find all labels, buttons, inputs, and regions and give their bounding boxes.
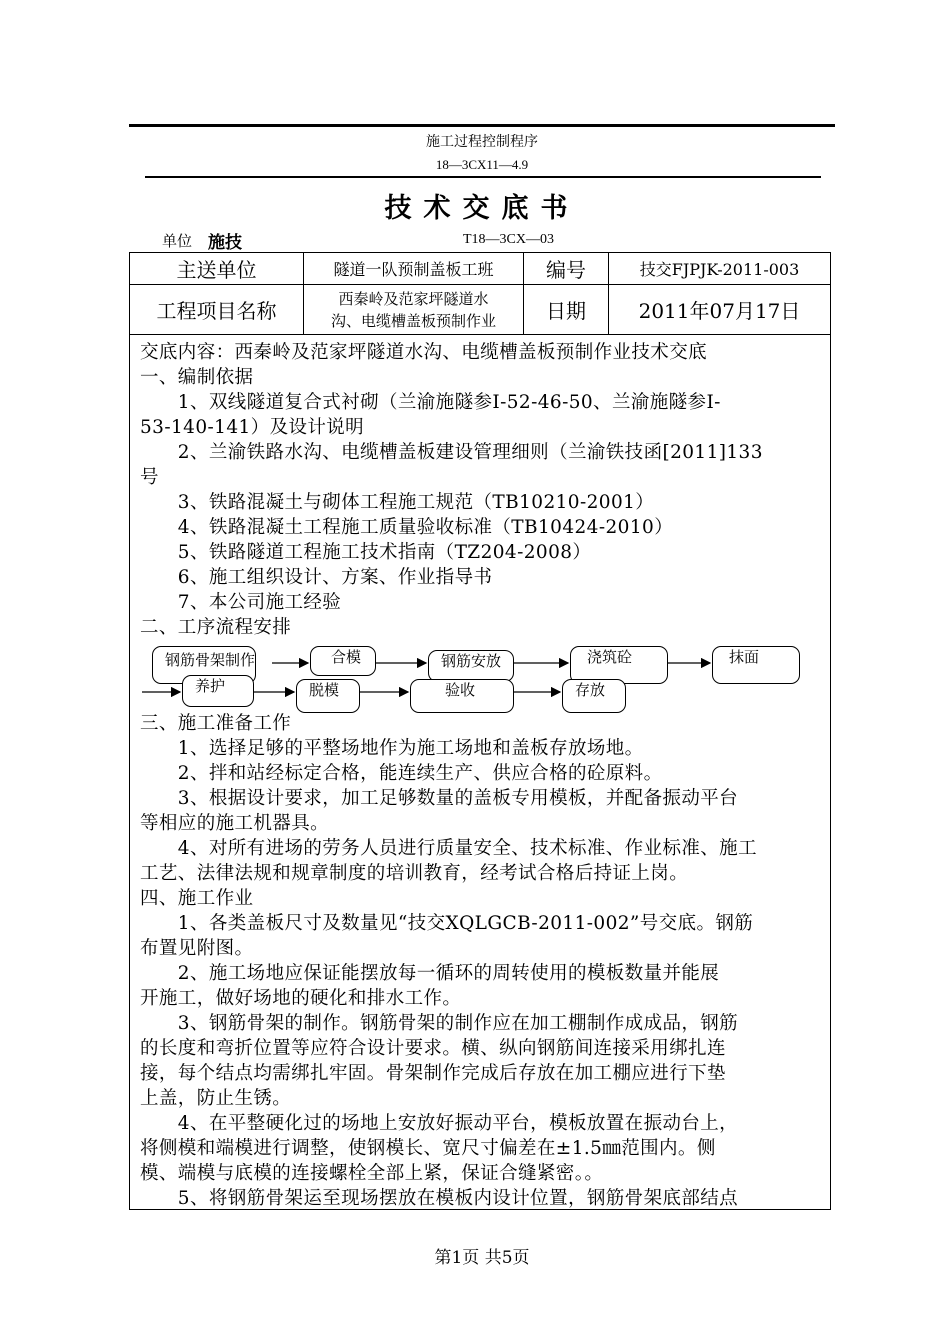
header-sub-rule <box>145 176 821 178</box>
content-line: 5、铁路隧道工程施工技术指南（TZ204-2008） <box>140 542 592 563</box>
flow-step-curing: 养护 <box>182 675 254 707</box>
project-name-value <box>304 285 524 335</box>
content-line: 的长度和弯折位置等应符合设计要求。横、纵向钢筋间连接采用绑扎连 <box>140 1038 726 1059</box>
number-value: 技交FJPJK-2011-003 <box>609 253 831 285</box>
content-line: 交底内容：西秦岭及范家坪隧道水沟、电缆槽盖板预制作业技术交底 <box>140 342 708 363</box>
content-line: 2、兰渝铁路水沟、电缆槽盖板建设管理细则（兰渝铁技函[2011]133 <box>140 442 763 463</box>
content-box <box>129 335 831 1210</box>
content-line: 开施工，做好场地的硬化和排水工作。 <box>140 988 462 1009</box>
content-line: 53-140-141）及设计说明 <box>140 417 365 438</box>
document-title: 技术交底书 <box>384 193 580 224</box>
number-label: 编号 <box>524 253 609 285</box>
date-value: 2011年07月17日 <box>609 285 831 335</box>
content-line: 3、根据设计要求，加工足够数量的盖板专用模板，并配备振动平台 <box>140 788 739 809</box>
content-line: 2、拌和站经标定合格，能连续生产、供应合格的砼原料。 <box>140 763 663 784</box>
send-unit-label: 主送单位 <box>130 253 304 285</box>
content-line: 四、施工作业 <box>140 888 254 909</box>
send-unit-value: 隧道一队预制盖板工班 <box>304 253 524 285</box>
content-line: 3、铁路混凝土与砌体工程施工规范（TB10210-2001） <box>140 492 655 513</box>
content-line: 1、各类盖板尺寸及数量见“技交XQLGCB-2011-002”号交底。钢筋 <box>140 913 754 934</box>
flow-step-rebar-cage: 钢筋骨架制作 <box>152 646 256 684</box>
content-line: 模、端模与底模的连接螺栓全部上紧，保证合缝紧密。。 <box>140 1163 604 1184</box>
flow-step-trowel: 抹面 <box>712 646 800 684</box>
flow-step-storage: 存放 <box>562 679 626 713</box>
project-name-line1: 西秦岭及范家坪隧道水 <box>338 289 489 308</box>
procedure-title: 施工过程控制程序 <box>426 134 538 150</box>
unit-value: 施技 <box>208 233 242 253</box>
flow-step-close-formwork: 合模 <box>310 646 376 676</box>
flow-step-place-rebar: 钢筋安放 <box>428 650 514 682</box>
content-line: 4、对所有进场的劳务人员进行质量安全、技术标准、作业标准、施工 <box>140 838 757 859</box>
content-line: 工艺、法律法规和规章制度的培训教育，经考试合格后持证上岗。 <box>140 863 689 884</box>
project-name-line2: 沟、电缆槽盖板预制作业 <box>330 311 496 330</box>
content-line: 2、施工场地应保证能摆放每一循环的周转使用的模板数量并能展 <box>140 963 720 984</box>
content-line: 4、铁路混凝土工程施工质量验收标准（TB10424-2010） <box>140 517 674 538</box>
document-code: T18—3CX—03 <box>463 232 554 247</box>
content-line: 将侧模和端模进行调整，使钢模长、宽尺寸偏差在±1.5㎜范围内。侧 <box>140 1138 716 1159</box>
procedure-code: 18—3CX11—4.9 <box>435 157 529 172</box>
content-line: 5、将钢筋骨架运至现场摆放在模板内设计位置，钢筋骨架底部结点 <box>140 1188 739 1209</box>
content-line: 1、双线隧道复合式衬砌（兰渝施隧参Ⅰ-52-46-50、兰渝施隧参Ⅰ- <box>140 392 721 413</box>
date-label: 日期 <box>524 285 609 335</box>
info-table <box>129 252 831 335</box>
content-line: 1、选择足够的平整场地作为施工场地和盖板存放场地。 <box>140 738 644 759</box>
content-line: 布置见附图。 <box>140 938 254 959</box>
project-name-label: 工程项目名称 <box>130 285 304 335</box>
content-line: 三、施工准备工作 <box>140 713 292 734</box>
content-line: 上盖，防止生锈。 <box>140 1088 292 1109</box>
content-line: 4、在平整硬化过的场地上安放好振动平台，模板放置在振动台上， <box>140 1113 739 1134</box>
content-line: 号 <box>140 467 159 488</box>
content-line: 6、施工组织设计、方案、作业指导书 <box>140 567 493 588</box>
content-line: 3、钢筋骨架的制作。钢筋骨架的制作应在加工棚制作成成品，钢筋 <box>140 1013 739 1034</box>
flow-step-inspect: 验收 <box>410 679 514 713</box>
header-top-rule <box>129 124 835 127</box>
content-line: 7、本公司施工经验 <box>140 592 342 613</box>
content-line: 等相应的施工机器具。 <box>140 813 330 834</box>
content-line: 接，每个结点均需绑扎牢固。骨架制作完成后存放在加工棚应进行下垫 <box>140 1063 726 1084</box>
flow-step-demold: 脱模 <box>296 679 360 713</box>
page-number: 第1页 共5页 <box>434 1248 530 1268</box>
content-line: 一、编制依据 <box>140 367 254 388</box>
unit-label: 单位 <box>162 232 193 250</box>
content-line: 二、工序流程安排 <box>140 617 292 638</box>
flow-step-pour-concrete: 浇筑砼 <box>570 646 668 684</box>
